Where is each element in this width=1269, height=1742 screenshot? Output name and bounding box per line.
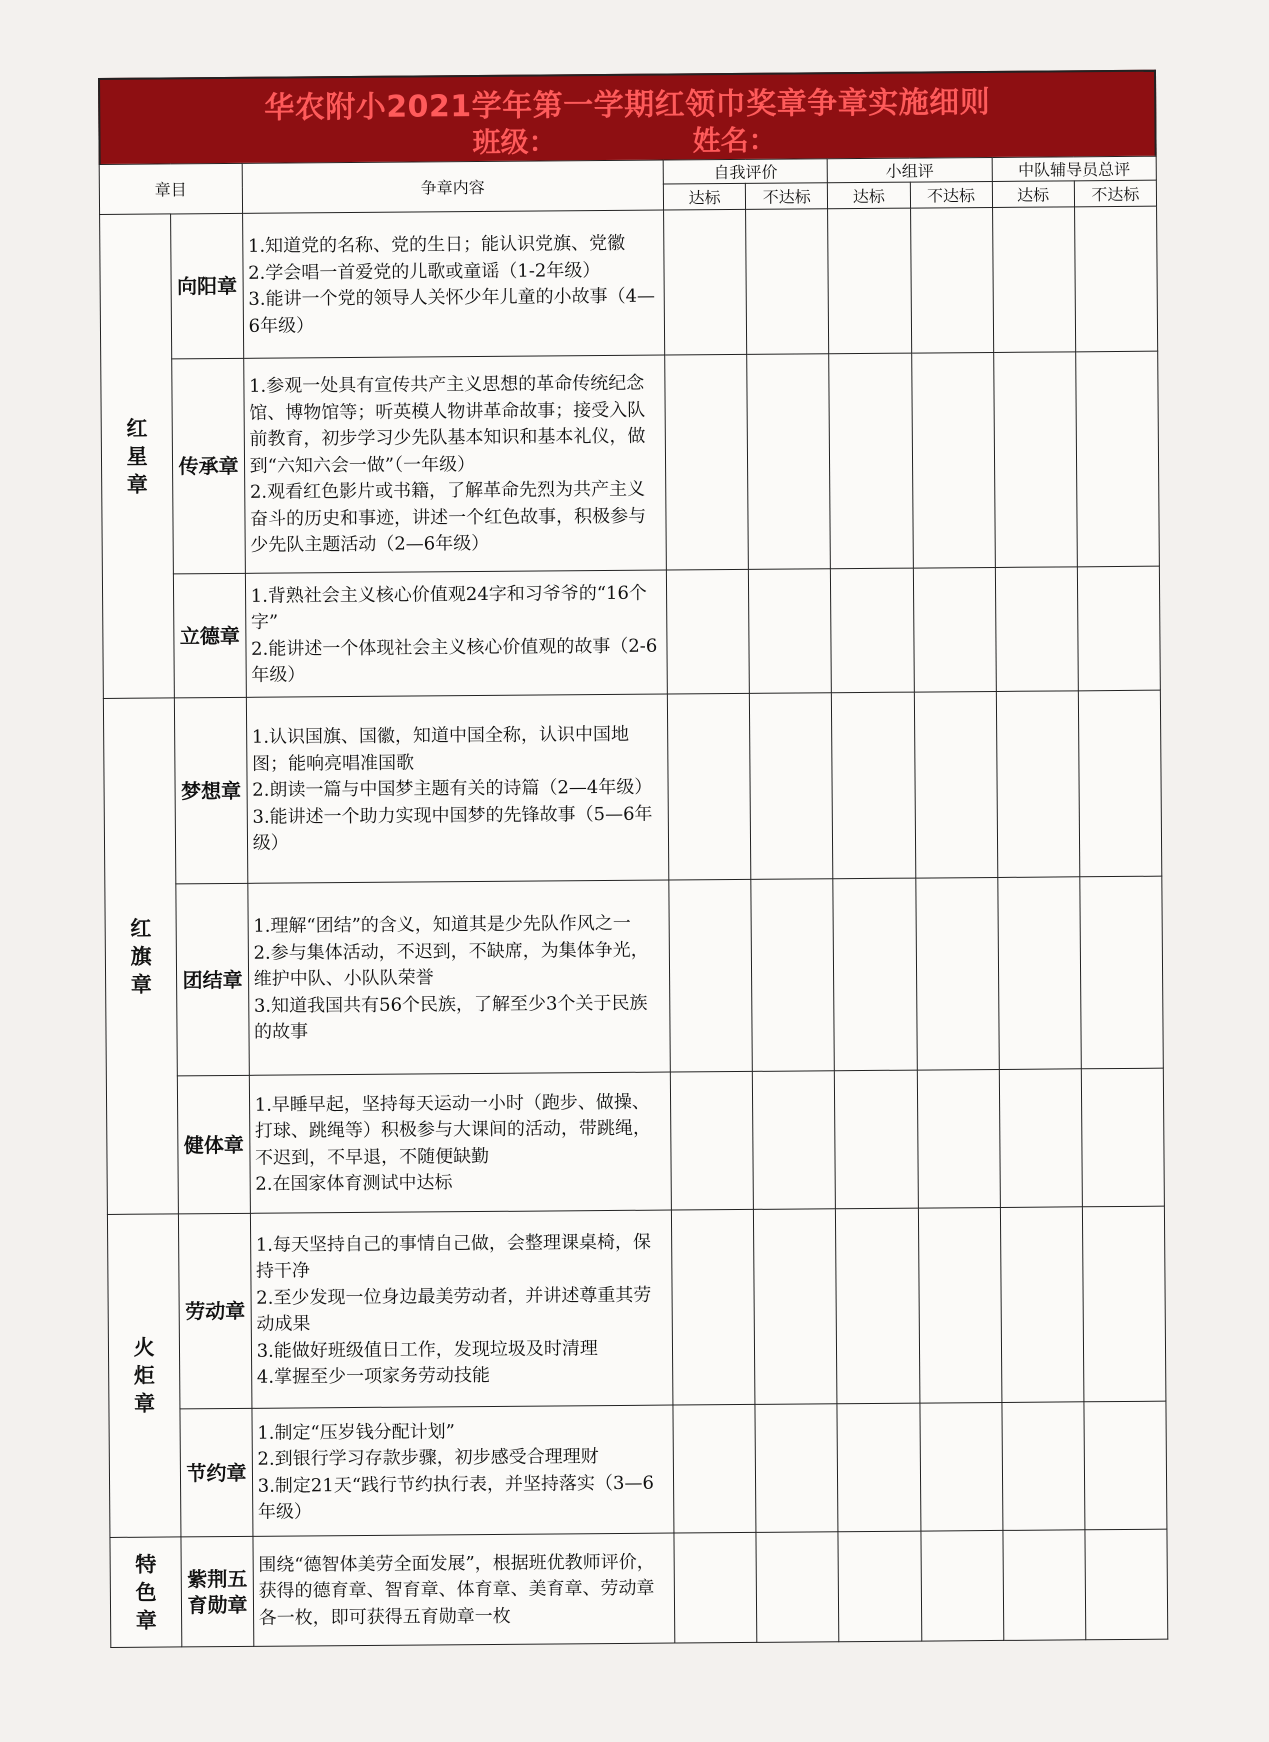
fail-check-cell[interactable] xyxy=(753,1071,836,1210)
fail-check-cell[interactable] xyxy=(756,1532,839,1643)
fail-check-cell[interactable] xyxy=(919,1402,1002,1531)
category-name: 特色章 xyxy=(135,1552,157,1633)
requirement-item: 3.知道我国共有56个民族，了解至少3个关于民族的故事 xyxy=(253,992,648,1044)
fail-check-cell[interactable] xyxy=(1082,1206,1166,1402)
badge-row xyxy=(109,1401,1167,1537)
badge-content xyxy=(252,1405,674,1536)
header-fail: 不达标 xyxy=(746,183,828,210)
badge-row xyxy=(105,876,1163,1076)
pass-check-cell[interactable] xyxy=(673,1404,756,1533)
badge-name: 团结章 xyxy=(176,883,249,1076)
fail-check-cell[interactable] xyxy=(1075,351,1159,567)
badge-row xyxy=(101,351,1160,574)
header-pass: 达标 xyxy=(992,181,1074,208)
pass-check-cell[interactable] xyxy=(996,691,1080,878)
badge-table xyxy=(99,156,1169,1648)
rules-sheet xyxy=(98,70,1168,1648)
requirement-item: 4.掌握至少一项家务劳动技能 xyxy=(256,1364,491,1388)
pass-check-cell[interactable] xyxy=(669,879,753,1072)
pass-check-cell[interactable] xyxy=(666,569,749,694)
fail-check-cell[interactable] xyxy=(915,877,999,1070)
requirement-item: 1.参观一处具有宣传共产主义思想的革命传统纪念馆、博物馆等；听英模人物讲革命故事；接受入队前教育，初步学习少先队基本知识和基本礼仪，做到“六知六会一做”（一年级） xyxy=(248,372,646,477)
badge-row xyxy=(106,1068,1164,1214)
requirement-item: 1.认识国旗、国徽，知道中国全称，认识中国地图；能响亮唱准国歌 xyxy=(251,724,630,775)
badge-content xyxy=(242,210,665,358)
requirement-item: 2.到银行学习存款步骤，初步感受合理理财 xyxy=(257,1446,599,1470)
pass-check-cell[interactable] xyxy=(993,352,1077,568)
header-counselor-eval: 中队辅导员总评 xyxy=(992,156,1157,181)
fail-check-cell[interactable] xyxy=(747,354,831,570)
badge-content xyxy=(250,1210,673,1408)
category-cell xyxy=(103,698,178,1215)
requirement-item: 1.知道党的名称、党的生日；能认识党旗、党徽 xyxy=(247,232,626,257)
badge-name: 立德章 xyxy=(174,573,246,698)
fail-check-cell[interactable] xyxy=(1085,1529,1168,1640)
pass-check-cell[interactable] xyxy=(837,1403,920,1532)
header-group-eval: 小组评 xyxy=(828,157,992,182)
badge-content xyxy=(243,355,666,573)
fail-check-cell[interactable] xyxy=(910,207,993,353)
badge-name: 紫荆五育勋章 xyxy=(181,1536,253,1647)
pass-check-cell[interactable] xyxy=(674,1532,757,1643)
fail-check-cell[interactable] xyxy=(1074,206,1157,352)
pass-check-cell[interactable] xyxy=(664,209,747,355)
fail-check-cell[interactable] xyxy=(1084,1401,1167,1530)
requirement-item: 1.背熟社会主义核心价值观24字和习爷爷的“16个字” xyxy=(250,582,647,633)
pass-check-cell[interactable] xyxy=(829,353,913,569)
header-content: 争章内容 xyxy=(242,160,664,213)
fail-check-cell[interactable] xyxy=(749,569,832,694)
badge-row xyxy=(107,1206,1165,1409)
requirement-item: 3.能做好班级值日工作，发现垃圾及时清理 xyxy=(256,1337,598,1362)
badge-content xyxy=(253,1533,675,1646)
fail-check-cell[interactable] xyxy=(920,1530,1003,1641)
requirement-item: 2.参与集体活动，不迟到，不缺席，为集体争光，维护中队、小队队荣誉 xyxy=(253,939,649,991)
badge-row xyxy=(100,206,1158,359)
fail-check-cell[interactable] xyxy=(914,691,998,878)
pass-check-cell[interactable] xyxy=(838,1531,921,1642)
fail-check-cell[interactable] xyxy=(1080,876,1164,1069)
requirement-item: 1.每天坚持自己的事情自己做，会整理课桌椅，保持干净 xyxy=(255,1231,652,1282)
badge-row xyxy=(103,690,1161,884)
badge-content xyxy=(246,694,669,883)
pass-check-cell[interactable] xyxy=(995,567,1078,692)
fail-check-cell[interactable] xyxy=(917,1069,1000,1208)
requirement-item: 2.观看红色影片或书籍，了解革命先烈为共产主义奋斗的历史和事迹，讲述一个红色故事，积极参与少先队主题活动（2—6年级） xyxy=(249,478,647,557)
badge-name: 健体章 xyxy=(178,1075,250,1214)
header-fail: 不达标 xyxy=(1074,180,1156,207)
fail-check-cell[interactable] xyxy=(911,352,995,568)
pass-check-cell[interactable] xyxy=(1003,1530,1086,1641)
pass-check-cell[interactable] xyxy=(667,693,751,880)
pass-check-cell[interactable] xyxy=(832,692,916,879)
requirement-item: 1.制定“压岁钱分配计划” xyxy=(257,1420,455,1444)
requirement-item: 1.理解“团结”的含义，知道其是少先队作风之一 xyxy=(253,913,631,938)
fail-check-cell[interactable] xyxy=(754,1209,838,1405)
badge-name: 向阳章 xyxy=(171,213,243,359)
fail-check-cell[interactable] xyxy=(1077,566,1160,691)
requirement-item: 3.能讲一个党的领导人关怀少年儿童的小故事（4—6年级） xyxy=(248,285,656,337)
requirement-item: 2.在国家体育测试中达标 xyxy=(255,1172,453,1195)
header-pass: 达标 xyxy=(663,183,745,210)
pass-check-cell[interactable] xyxy=(672,1209,756,1405)
class-label: 班级： xyxy=(472,125,557,160)
header-fail: 不达标 xyxy=(910,181,992,208)
category-cell xyxy=(100,214,175,699)
page-title: 华农附小2021学年第一学期红领巾奖章争章实施细则 xyxy=(264,84,991,126)
pass-check-cell[interactable] xyxy=(665,354,749,570)
requirement-item: 2.能讲述一个体现社会主义核心价值观的故事（2-6年级） xyxy=(251,635,658,686)
requirement-item: 1.早睡早起，坚持每天运动一小时（跑步、做操、打球、跳绳等）积极参与大课间的活动，带跳绳，不迟到，不早退，不随便缺勤 xyxy=(254,1091,651,1169)
header-pass: 达标 xyxy=(828,182,910,209)
fail-check-cell[interactable] xyxy=(750,693,834,880)
requirement-item: 围绕“德智体美劳全面发展”，根据班优教师评价，获得的德育章、智育章、体育章、美育章、劳动章各一枚，即可获得五育勋章一枚 xyxy=(258,1551,655,1629)
fail-check-cell[interactable] xyxy=(1081,1068,1164,1207)
badge-name: 劳动章 xyxy=(179,1213,252,1409)
pass-check-cell[interactable] xyxy=(828,208,911,354)
pass-check-cell[interactable] xyxy=(831,568,914,693)
category-cell xyxy=(107,1214,181,1538)
requirement-item: 2.朗读一篇与中国梦主题有关的诗篇（2—4年级） xyxy=(252,776,653,802)
header-self-eval: 自我评价 xyxy=(663,159,827,184)
pass-check-cell[interactable] xyxy=(835,1070,918,1209)
requirement-item: 3.制定21天“践行节约执行表，并坚持落实（3—6年级） xyxy=(257,1472,654,1523)
requirement-item: 2.学会唱一首爱党的儿歌或童谣（1-2年级） xyxy=(248,259,601,284)
fail-check-cell[interactable] xyxy=(746,209,829,355)
pass-check-cell[interactable] xyxy=(1002,1402,1085,1531)
badge-content xyxy=(247,880,670,1075)
fail-check-cell[interactable] xyxy=(755,1404,838,1533)
pass-check-cell[interactable] xyxy=(999,1069,1082,1208)
category-cell xyxy=(110,1537,182,1648)
requirement-item: 2.至少发现一位身边最美劳动者，并讲述尊重其劳动成果 xyxy=(256,1284,652,1335)
title-banner xyxy=(98,70,1157,164)
pass-check-cell[interactable] xyxy=(992,207,1075,353)
badge-content xyxy=(245,570,667,697)
header-category: 章目 xyxy=(99,163,242,214)
badge-name: 传承章 xyxy=(172,358,245,574)
fail-check-cell[interactable] xyxy=(751,879,835,1072)
badge-content xyxy=(249,1072,672,1213)
fail-check-cell[interactable] xyxy=(1078,690,1162,877)
badge-row xyxy=(110,1529,1168,1647)
pass-check-cell[interactable] xyxy=(670,1071,753,1210)
category-name: 火炬章 xyxy=(133,1335,156,1416)
fail-check-cell[interactable] xyxy=(913,567,996,692)
category-name: 红星章 xyxy=(126,416,148,497)
badge-name: 梦想章 xyxy=(175,697,248,884)
requirement-item: 3.能讲述一个助力实现中国梦的先锋故事（5—6年级） xyxy=(252,803,653,855)
badge-row xyxy=(102,566,1160,698)
name-label: 姓名： xyxy=(692,123,777,158)
pass-check-cell[interactable] xyxy=(836,1208,920,1404)
pass-check-cell[interactable] xyxy=(833,878,917,1071)
pass-check-cell[interactable] xyxy=(997,877,1081,1070)
fail-check-cell[interactable] xyxy=(918,1207,1002,1403)
badge-name: 节约章 xyxy=(180,1408,252,1537)
pass-check-cell[interactable] xyxy=(1000,1207,1084,1403)
category-name: 红旗章 xyxy=(130,916,152,997)
